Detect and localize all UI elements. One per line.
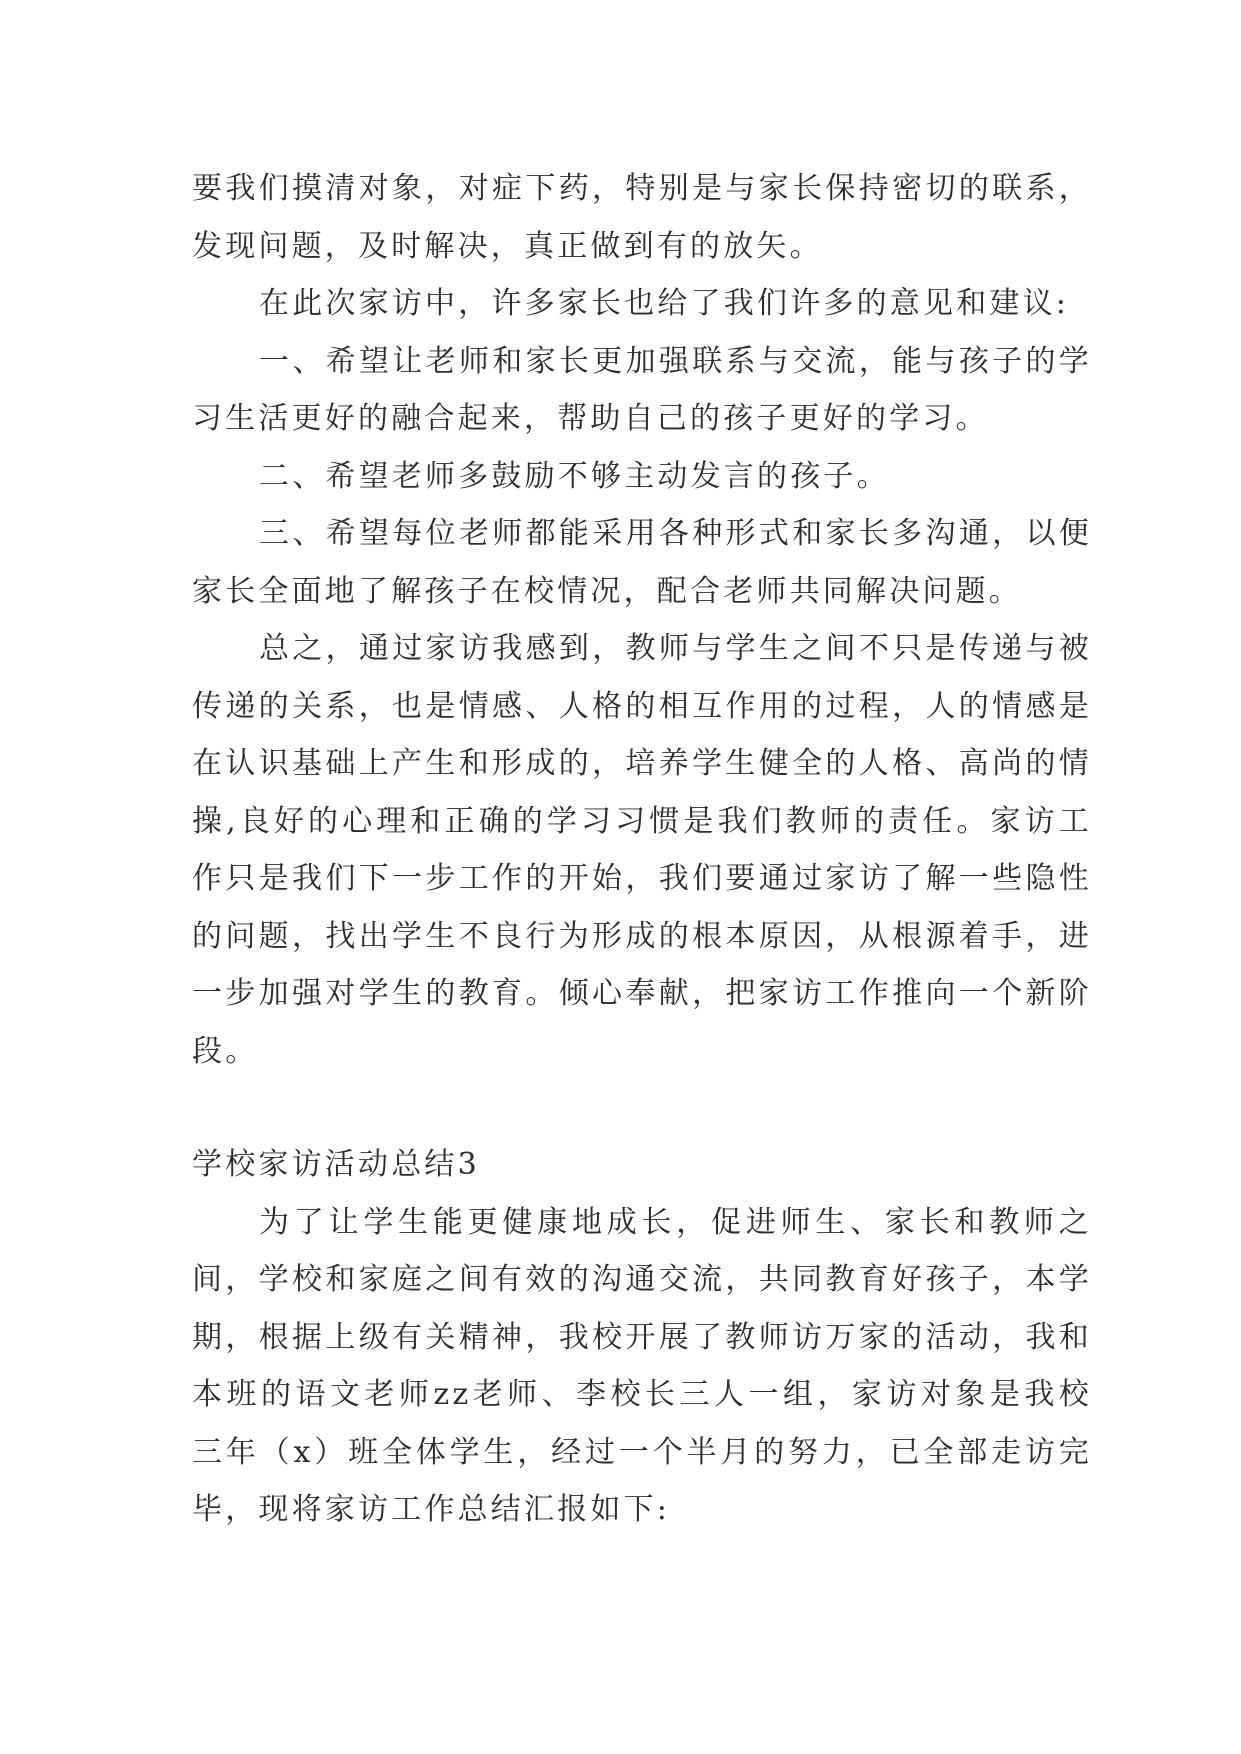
paragraph-continued: 要我们摸清对象，对症下药，特别是与家长保持密切的联系，发现问题，及时解决，真正做到有的放矢。 xyxy=(192,171,1092,264)
paragraph-suggestions-intro: 在此次家访中，许多家长也给了我们许多的意见和建议: xyxy=(259,286,1070,321)
document-body xyxy=(192,160,1092,1539)
paragraph-suggestion-2: 二、希望老师多鼓励不够主动发言的孩子。 xyxy=(259,458,890,494)
paragraph-section3-intro: 为了让学生能更健康地成长，促进师生、家长和教师之间，学校和家庭之间有效的沟通交流，共同教育好孩子，本学期，根据上级有关精神，我校开展了教师访万家的活动，我和本班的语文老师zz老师、李校长三人一组，家访对象是我校三年（x）班全体学生，经过一个半月的努力，已全部走访完毕，现将家访工作总结汇报如下: xyxy=(192,1204,1092,1527)
paragraph-conclusion: 总之，通过家访我感到，教师与学生之间不只是传递与被传递的关系，也是情感、人格的相互作用的过程，人的情感是在认识基础上产生和形成的，培养学生健全的人格、高尚的情操,良好的心理和正确的学习习惯是我们教师的责任。家访工作只是我们下一步工作的开始，我们要通过家访了解一些隐性的问题，找出学生不良行为形成的根本原因，从根源着手，进一步加强对学生的教育。倾心奉献，把家访工作推向一个新阶段。 xyxy=(192,631,1092,1069)
section-heading: 学校家访活动总结3 xyxy=(192,1147,480,1182)
paragraph-suggestion-3: 三、希望每位老师都能采用各种形式和家长多沟通，以便家长全面地了解孩子在校情况，配合老师共同解决问题。 xyxy=(192,516,1092,609)
paragraph-suggestion-1: 一、希望让老师和家长更加强联系与交流，能与孩子的学习生活更好的融合起来，帮助自己的孩子更好的学习。 xyxy=(192,343,1092,436)
